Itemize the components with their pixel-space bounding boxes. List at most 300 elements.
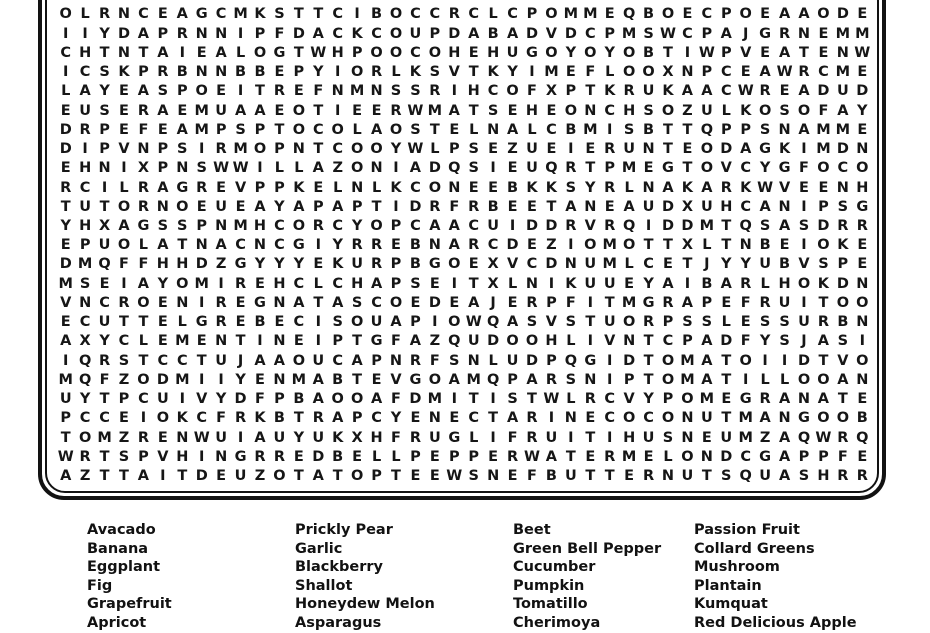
grid-letter: S [410, 83, 421, 100]
grid-letter: O [797, 102, 811, 119]
grid-letter: A [118, 218, 130, 234]
grid-letter: N [564, 410, 577, 427]
grid-letter: E [274, 314, 285, 331]
grid-letter: T [99, 198, 110, 215]
grid-letter: Y [643, 275, 654, 292]
grid-letter: N [797, 391, 811, 408]
grid-letter: R [312, 410, 324, 427]
grid-letter: N [273, 371, 286, 388]
word-list-item: Cucumber [513, 559, 596, 576]
grid-letter: E [196, 333, 207, 350]
grid-letter: A [778, 429, 791, 446]
grid-letter: A [701, 371, 713, 388]
grid-letter: U [700, 198, 713, 215]
grid-letter: C [79, 64, 91, 81]
grid-letter: Y [759, 333, 771, 350]
word-list-item: Beet [513, 522, 551, 538]
grid-letter: D [448, 25, 461, 42]
grid-letter: L [391, 448, 401, 465]
grid-letter: O [836, 410, 850, 427]
grid-letter: O [350, 468, 364, 485]
grid-letter: F [507, 429, 518, 446]
grid-letter: C [604, 410, 616, 427]
grid-letter: D [292, 25, 305, 42]
grid-letter: O [253, 141, 267, 158]
grid-letter: M [621, 448, 637, 465]
grid-letter: D [545, 256, 558, 273]
grid-letter: M [835, 64, 851, 81]
grid-letter: P [720, 44, 732, 61]
grid-letter: S [759, 218, 771, 234]
grid-letter: S [99, 102, 110, 119]
grid-letter: I [607, 121, 613, 138]
grid-letter: M [194, 275, 209, 292]
grid-letter: C [468, 410, 480, 427]
grid-letter: R [604, 218, 616, 234]
grid-letter: N [215, 25, 228, 42]
grid-letter: S [565, 314, 577, 331]
grid-letter: N [117, 6, 131, 23]
grid-letter: N [195, 25, 208, 42]
grid-letter: J [743, 25, 749, 42]
grid-letter: E [624, 275, 635, 292]
grid-letter: E [585, 141, 596, 158]
grid-letter: T [663, 141, 673, 158]
grid-letter: A [506, 25, 519, 42]
grid-letter: A [681, 294, 694, 311]
grid-letter: E [119, 410, 129, 427]
grid-letter: O [350, 391, 364, 408]
grid-letter: C [332, 218, 344, 234]
grid-letter: I [199, 448, 205, 465]
grid-letter: K [254, 6, 266, 23]
grid-letter: E [157, 6, 168, 23]
grid-letter: U [351, 256, 364, 273]
grid-letter: R [759, 294, 771, 311]
grid-letter: M [233, 6, 248, 23]
grid-letter: R [720, 179, 732, 196]
grid-letter: Q [564, 352, 578, 369]
grid-letter: M [58, 371, 73, 388]
grid-letter: U [778, 294, 791, 311]
grid-letter: O [78, 429, 92, 446]
grid-letter: R [526, 294, 538, 311]
grid-letter: X [545, 83, 558, 100]
grid-letter: P [274, 179, 285, 196]
grid-letter: O [331, 391, 344, 408]
grid-letter: M [680, 352, 695, 369]
grid-letter: H [253, 218, 267, 234]
grid-letter: P [196, 218, 208, 234]
grid-letter: O [428, 179, 442, 196]
grid-letter: A [720, 25, 732, 42]
grid-letter: A [293, 198, 305, 215]
grid-letter: S [429, 64, 441, 81]
grid-letter: P [254, 121, 266, 138]
grid-letter: N [98, 160, 111, 177]
grid-letter: R [370, 64, 383, 81]
grid-letter: F [429, 352, 440, 369]
grid-letter: R [370, 256, 383, 273]
grid-letter: N [428, 237, 441, 254]
grid-letter: A [409, 333, 422, 350]
grid-letter: C [371, 410, 382, 427]
grid-letter: E [604, 6, 615, 23]
grid-letter: C [546, 121, 557, 138]
grid-letter: R [565, 218, 577, 234]
grid-letter: N [156, 198, 169, 215]
grid-letter: E [468, 179, 479, 196]
grid-letter: R [137, 102, 149, 119]
grid-letter: A [798, 83, 810, 100]
grid-letter: E [546, 102, 557, 119]
grid-letter: P [157, 25, 169, 42]
grid-letter: O [156, 410, 170, 427]
grid-letter: N [351, 179, 364, 196]
grid-letter: C [371, 294, 382, 311]
grid-letter: T [818, 294, 829, 311]
grid-letter: M [77, 256, 93, 273]
grid-letter: S [837, 333, 849, 350]
grid-letter: O [622, 44, 636, 61]
grid-letter: U [273, 429, 286, 446]
grid-letter: E [740, 314, 751, 331]
grid-letter: Z [546, 237, 557, 254]
grid-letter: N [525, 275, 539, 292]
grid-letter: N [778, 121, 791, 138]
grid-letter: I [451, 391, 457, 408]
grid-letter: A [837, 102, 849, 119]
grid-letter: L [138, 237, 149, 254]
grid-letter: N [292, 141, 305, 158]
grid-letter: O [856, 160, 869, 177]
grid-letter: F [799, 160, 809, 177]
grid-letter: L [760, 371, 770, 388]
grid-letter: A [79, 83, 91, 100]
grid-letter: R [234, 410, 247, 427]
grid-letter: P [740, 121, 752, 138]
grid-letter: Y [215, 391, 227, 408]
grid-letter: T [643, 371, 654, 388]
grid-letter: C [79, 314, 91, 331]
grid-letter: R [157, 64, 169, 81]
grid-letter: I [607, 371, 613, 388]
grid-letter: P [254, 179, 266, 196]
grid-letter: O [797, 371, 811, 388]
grid-letter: T [119, 314, 129, 331]
word-list-item: Shallot [295, 577, 353, 594]
grid-letter: A [798, 6, 810, 23]
grid-letter: R [409, 429, 421, 446]
grid-letter: H [467, 83, 480, 100]
grid-letter: P [138, 64, 149, 81]
grid-letter: O [681, 391, 694, 408]
grid-letter: U [215, 429, 228, 446]
grid-letter: Y [254, 256, 266, 273]
grid-letter: K [778, 141, 791, 158]
grid-letter: H [176, 256, 189, 273]
grid-letter: R [604, 141, 616, 158]
grid-letter: U [700, 102, 713, 119]
grid-letter: Q [739, 468, 752, 485]
grid-letter: P [390, 256, 402, 273]
grid-letter: H [79, 44, 92, 61]
grid-letter: T [99, 448, 110, 465]
word-list-column-4 [694, 521, 857, 633]
grid-letter: R [565, 160, 577, 177]
grid-letter: Y [99, 333, 110, 350]
word-list-item: Blackberry [295, 559, 384, 576]
grid-letter: P [701, 64, 713, 81]
grid-letter: A [545, 448, 558, 465]
grid-letter: G [739, 391, 752, 408]
grid-letter: N [195, 237, 208, 254]
grid-letter: I [237, 83, 244, 100]
grid-letter: F [313, 83, 324, 100]
word-list-column-2 [295, 521, 435, 633]
grid-letter: E [565, 64, 576, 81]
grid-letter: P [818, 198, 829, 215]
grid-letter: S [274, 6, 285, 23]
grid-letter: F [818, 102, 829, 119]
grid-letter: B [235, 64, 247, 81]
grid-letter: D [195, 468, 208, 485]
grid-letter: A [312, 371, 324, 388]
grid-letter: E [779, 237, 790, 254]
grid-letter: A [60, 333, 72, 350]
grid-letter: T [721, 371, 732, 388]
grid-letter: L [469, 121, 479, 138]
grid-letter: C [604, 102, 616, 119]
grid-letter: O [797, 275, 811, 292]
grid-letter: D [409, 391, 422, 408]
grid-letter: O [836, 294, 850, 311]
grid-letter: E [857, 391, 868, 408]
grid-letter: V [740, 44, 752, 61]
grid-letter: K [487, 64, 499, 81]
grid-letter: D [836, 275, 849, 292]
grid-letter: N [642, 179, 655, 196]
grid-letter: Z [215, 256, 227, 273]
grid-letter: A [157, 237, 169, 254]
grid-letter: L [721, 314, 731, 331]
grid-letter: D [525, 218, 539, 234]
grid-letter: T [468, 102, 479, 119]
grid-letter: L [702, 237, 712, 254]
grid-letter: S [487, 102, 499, 119]
grid-letter: S [643, 102, 654, 119]
grid-letter: U [487, 218, 500, 234]
grid-letter: R [642, 314, 655, 331]
grid-letter: T [60, 198, 71, 215]
grid-letter: O [622, 314, 636, 331]
grid-letter: A [468, 294, 480, 311]
grid-letter: A [137, 83, 150, 100]
grid-letter: P [410, 314, 421, 331]
grid-letter: P [351, 44, 363, 61]
grid-letter: T [352, 371, 363, 388]
grid-letter: T [721, 352, 732, 369]
grid-letter: T [196, 352, 207, 369]
grid-letter: B [371, 6, 383, 23]
grid-letter: N [700, 448, 713, 465]
grid-letter: L [61, 83, 71, 100]
grid-letter: N [642, 141, 655, 158]
grid-letter: N [428, 410, 441, 427]
grid-letter: W [543, 391, 560, 408]
grid-letter: O [856, 294, 869, 311]
grid-letter: S [759, 121, 771, 138]
grid-letter: Q [797, 429, 811, 446]
grid-letter: A [312, 468, 324, 485]
grid-letter: E [585, 410, 596, 427]
grid-letter: C [507, 6, 518, 23]
grid-letter: O [681, 448, 694, 465]
grid-letter: T [585, 83, 596, 100]
grid-letter: S [177, 141, 188, 158]
grid-letter: A [565, 198, 577, 215]
grid-letter: R [526, 429, 538, 446]
grid-letter: A [254, 102, 266, 119]
grid-letter: G [448, 429, 461, 446]
grid-letter: O [642, 64, 655, 81]
grid-letter: U [428, 429, 441, 446]
grid-letter: I [218, 371, 224, 388]
grid-letter: Y [721, 256, 732, 273]
grid-letter: T [177, 237, 188, 254]
grid-letter: I [568, 237, 574, 254]
grid-letter: I [490, 160, 496, 177]
grid-letter: R [118, 294, 130, 311]
grid-letter: Q [486, 371, 500, 388]
grid-letter: D [59, 141, 72, 158]
grid-letter: C [293, 314, 305, 331]
grid-letter: F [837, 448, 848, 465]
grid-letter: A [332, 198, 344, 215]
grid-letter: G [662, 160, 674, 177]
grid-letter: R [468, 237, 480, 254]
grid-letter: E [857, 64, 868, 81]
grid-letter: R [545, 371, 557, 388]
grid-letter: G [856, 198, 869, 215]
grid-letter: A [448, 218, 460, 234]
grid-letter: K [293, 179, 305, 196]
grid-letter: E [682, 141, 693, 158]
grid-letter: K [526, 179, 538, 196]
grid-letter: M [602, 237, 617, 254]
grid-letter: E [177, 102, 188, 119]
grid-letter: M [621, 160, 637, 177]
grid-letter: T [99, 468, 110, 485]
grid-letter: H [273, 275, 286, 292]
grid-letter: R [642, 468, 655, 485]
grid-letter: U [545, 429, 558, 446]
grid-letter: R [98, 352, 111, 369]
grid-letter: I [63, 25, 69, 42]
grid-letter: A [701, 352, 713, 369]
grid-letter: I [432, 314, 438, 331]
grid-letter: A [759, 198, 771, 215]
grid-letter: C [332, 141, 344, 158]
grid-letter: P [565, 83, 577, 100]
grid-letter: T [313, 6, 324, 23]
grid-letter: E [721, 391, 732, 408]
grid-letter: C [176, 352, 188, 369]
grid-letter: I [237, 429, 244, 446]
grid-letter: O [253, 44, 267, 61]
grid-letter: P [371, 468, 382, 485]
grid-letter: R [196, 179, 208, 196]
grid-letter: T [643, 352, 654, 369]
grid-letter: T [119, 468, 129, 485]
grid-letter: L [663, 448, 673, 465]
grid-letter: Q [448, 160, 461, 177]
grid-letter: O [700, 141, 714, 158]
grid-letter: H [370, 429, 383, 446]
grid-letter: Q [78, 371, 92, 388]
grid-letter: A [623, 198, 635, 215]
grid-letter: Y [313, 64, 324, 81]
grid-letter: E [624, 468, 635, 485]
grid-letter: Y [604, 44, 615, 61]
grid-letter: I [587, 294, 593, 311]
grid-letter: E [60, 314, 71, 331]
grid-letter: E [157, 294, 168, 311]
grid-letter: R [137, 198, 149, 215]
grid-letter: M [816, 121, 831, 138]
grid-letter: O [622, 237, 636, 254]
grid-letter: O [817, 160, 830, 177]
grid-letter: C [682, 25, 693, 42]
grid-letter: I [781, 352, 788, 369]
grid-letter: O [817, 410, 830, 427]
grid-letter: A [273, 352, 286, 369]
grid-letter: O [506, 83, 519, 100]
grid-letter: A [701, 333, 713, 350]
grid-letter: A [409, 160, 422, 177]
grid-letter: I [548, 275, 555, 292]
grid-letter: M [544, 64, 559, 81]
grid-letter: Q [700, 121, 714, 138]
grid-letter: D [720, 333, 733, 350]
grid-letter: A [390, 314, 402, 331]
grid-letter: T [274, 121, 285, 138]
grid-letter: E [216, 179, 227, 196]
grid-letter: E [157, 314, 168, 331]
grid-letter: I [335, 64, 341, 81]
grid-letter: S [779, 102, 790, 119]
grid-letter: T [643, 237, 654, 254]
grid-letter: R [817, 314, 829, 331]
grid-letter: D [312, 448, 325, 465]
grid-letter: Q [486, 314, 500, 331]
grid-letter: S [157, 83, 169, 100]
grid-letter: O [292, 121, 306, 138]
grid-letter: P [448, 141, 460, 158]
grid-letter: S [837, 198, 849, 215]
grid-letter: A [759, 410, 771, 427]
grid-letter: M [194, 121, 209, 138]
grid-letter: T [721, 218, 732, 234]
grid-letter: O [137, 294, 150, 311]
grid-letter: T [468, 275, 479, 292]
word-list-item: Banana [87, 540, 149, 557]
grid-letter: R [176, 25, 188, 42]
grid-letter: U [98, 314, 111, 331]
grid-letter: V [623, 391, 635, 408]
grid-letter: D [817, 83, 830, 100]
grid-letter: V [118, 141, 130, 158]
